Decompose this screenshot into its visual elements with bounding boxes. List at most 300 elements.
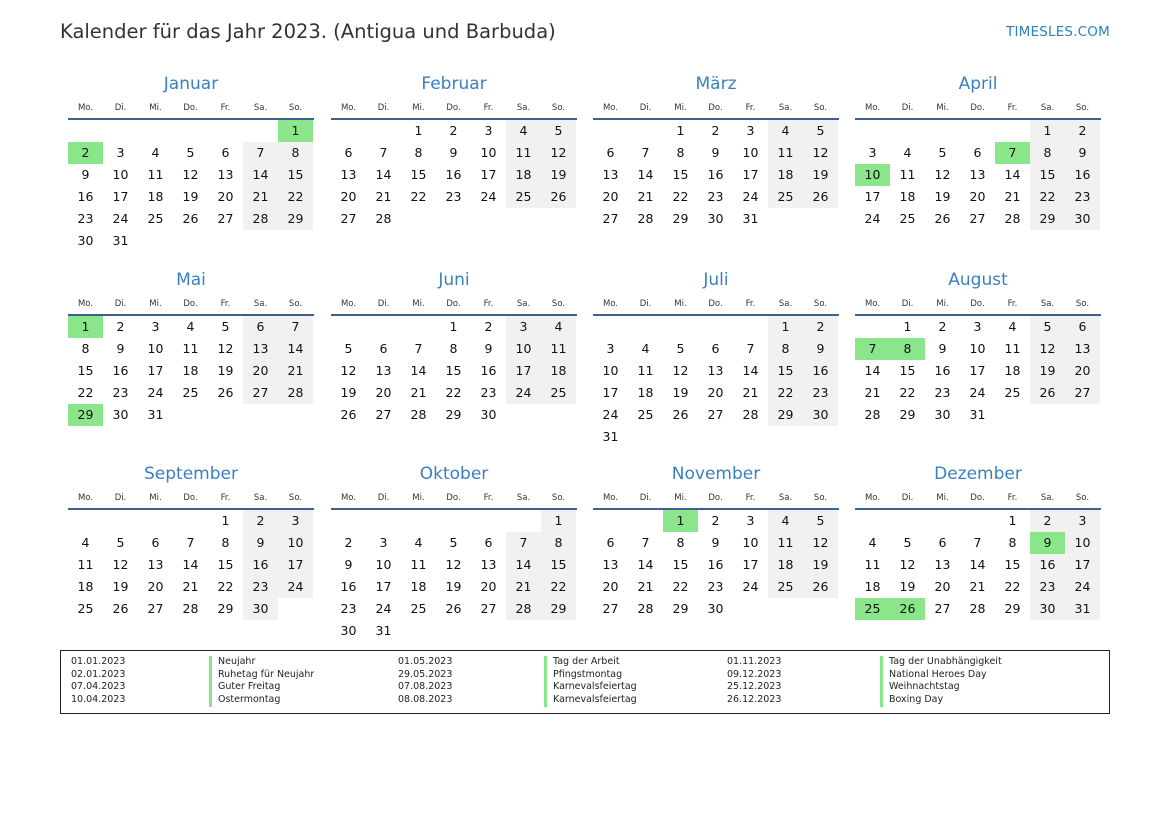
day-cell: 12 [112,557,129,572]
day-cell: 3 [746,123,755,138]
day-cell: 13 [969,167,986,182]
weekday-label: Sa. [778,493,793,503]
day-cell: 21 [243,186,278,208]
week-row [855,510,1101,532]
day-cell: 18 [864,579,881,594]
day-cell: 10 [602,363,619,378]
day-cell: 8 [278,142,313,164]
week-row [593,164,839,186]
day-cell: 24 [147,385,164,400]
month-name: November [671,464,761,484]
day-cell: 11 [1004,341,1021,356]
day-cell: 16 [1030,554,1065,576]
day-cell: 7 [243,142,278,164]
brand-link[interactable]: TIMESLES.COM [1006,24,1110,40]
day-cell: 12 [217,341,234,356]
day-cell: 28 [182,601,199,616]
day-cell: 30 [112,407,129,422]
day-cell: 14 [506,554,541,576]
empty-cell [401,208,436,230]
day-cell: 19 [672,385,689,400]
day-cell: 24 [969,385,986,400]
week-row [593,532,839,554]
legend-holiday-name: Guter Freitag [218,681,281,693]
day-cell: 9 [81,167,90,182]
day-cell: 8 [768,338,803,360]
week-row [855,404,1101,426]
empty-cell [960,120,995,142]
day-cell: 6 [1065,316,1100,338]
weekday-label: Sa. [253,493,268,503]
month-block [68,462,314,620]
empty-cell [698,316,733,338]
weekday-label: Fr. [220,103,231,113]
day-cell: 11 [410,557,427,572]
weekday-label: Fr. [745,299,756,309]
empty-cell [68,510,103,532]
week-row [855,120,1101,142]
day-cell: 3 [1065,510,1100,532]
empty-cell [1065,404,1100,426]
weekday-label: Mi. [674,103,687,113]
weekday-label: Di. [377,103,390,113]
day-cell: 23 [112,385,129,400]
day-cell: 14 [637,167,654,182]
day-cell: 14 [742,363,759,378]
weekday-label: Sa. [778,299,793,309]
empty-cell [278,598,313,620]
day-cell: 17 [480,167,497,182]
week-row [855,338,1101,360]
legend-date: 10.04.2023 [71,694,126,706]
weekday-label: Mo. [864,299,881,309]
day-cell: 20 [602,579,619,594]
day-cell: 7 [746,341,755,356]
empty-cell [208,230,243,252]
empty-cell [436,620,471,642]
week-row [855,598,1101,620]
legend-holiday-name: Pfingstmontag [553,668,623,680]
day-cell: 12 [934,167,951,182]
day-cell: 12 [672,363,689,378]
day-cell: 18 [147,189,164,204]
day-cell: 9 [116,341,125,356]
day-cell: 19 [340,385,357,400]
week-row [331,404,577,426]
day-cell: 20 [243,360,278,382]
day-cell: 23 [445,189,462,204]
empty-cell [593,316,628,338]
day-cell: 13 [707,363,724,378]
day-cell: 31 [742,211,759,226]
day-cell: 15 [445,363,462,378]
day-cell: 15 [410,167,427,182]
day-cell: 25 [768,576,803,598]
day-cell: 3 [973,319,982,334]
weekday-label: Do. [446,103,461,113]
legend-names [209,656,314,707]
day-cell: 4 [768,510,803,532]
day-cell: 21 [864,385,881,400]
day-cell: 29 [217,601,234,616]
day-cell: 24 [864,211,881,226]
day-cell: 28 [243,208,278,230]
day-cell: 5 [938,145,947,160]
day-cell: 12 [803,142,838,164]
weekday-header [855,488,1101,508]
legend-date: 08.08.2023 [398,694,453,706]
day-cell: 17 [278,554,313,576]
day-cell: 15 [768,360,803,382]
day-cell: 5 [449,535,458,550]
weekday-label: Di. [639,103,652,113]
empty-cell [925,510,960,532]
weekday-header [68,98,314,118]
day-cell: 22 [217,579,234,594]
empty-cell [593,120,628,142]
weekday-label: So. [1075,493,1090,503]
day-cell: 21 [506,576,541,598]
week-row [855,186,1101,208]
weekday-header [68,294,314,314]
day-cell: 5 [221,319,230,334]
week-row [855,554,1101,576]
empty-cell [366,510,401,532]
day-cell: 25 [147,211,164,226]
day-cell: 17 [147,363,164,378]
week-row [855,360,1101,382]
empty-cell [366,316,401,338]
day-cell: 28 [637,601,654,616]
week-row [331,142,577,164]
weekday-label: So. [288,493,303,503]
day-cell: 31 [602,429,619,444]
day-cell: 25 [541,382,576,404]
empty-cell [925,120,960,142]
day-cell: 27 [934,601,951,616]
empty-cell [138,120,173,142]
day-cell: 22 [672,579,689,594]
day-cell: 19 [182,189,199,204]
month-block [68,268,314,426]
day-cell: 18 [541,360,576,382]
month-block [331,268,577,426]
day-cell: 5 [803,510,838,532]
day-cell: 24 [278,576,313,598]
day-cell: 29 [768,404,803,426]
weekday-label: Do. [183,493,198,503]
day-cell: 17 [112,189,129,204]
day-cell: 15 [278,164,313,186]
day-cell: 2 [449,123,458,138]
empty-cell [401,316,436,338]
empty-cell [855,316,890,338]
day-cell: 11 [147,167,164,182]
day-cell: 10 [112,167,129,182]
day-cell: 1 [768,316,803,338]
legend-date: 01.01.2023 [71,656,126,667]
empty-cell [173,230,208,252]
day-cell: 3 [379,535,388,550]
week-row [593,576,839,598]
day-cell: 11 [541,338,576,360]
day-cell: 18 [410,579,427,594]
empty-cell [995,120,1030,142]
empty-cell [331,316,366,338]
day-cell: 8 [1030,142,1065,164]
day-cell: 19 [803,164,838,186]
day-cell: 15 [77,363,94,378]
month-block [68,72,314,252]
legend-dates [727,656,781,707]
day-cell: 6 [379,341,388,356]
day-cell: 23 [707,579,724,594]
weekday-label: Do. [970,493,985,503]
week-row [331,186,577,208]
day-cell: 16 [1065,164,1100,186]
empty-cell [733,598,768,620]
day-cell: 24 [506,382,541,404]
week-row [331,532,577,554]
week-row [855,532,1101,554]
empty-cell [506,620,541,642]
day-cell: 8 [414,145,423,160]
day-cell: 27 [1065,382,1100,404]
day-cell: 19 [541,164,576,186]
empty-cell [890,120,925,142]
month-name: August [948,270,1008,290]
day-cell: 23 [77,211,94,226]
week-row [68,360,314,382]
day-cell: 22 [899,385,916,400]
day-cell: 30 [707,211,724,226]
day-cell: 11 [182,341,199,356]
day-cell: 22 [1004,579,1021,594]
weekday-label: So. [551,493,566,503]
day-cell: 16 [707,167,724,182]
day-cell: 19 [899,579,916,594]
day-cell: 31 [969,407,986,422]
day-cell: 16 [243,554,278,576]
weekday-header [68,488,314,508]
week-row [331,382,577,404]
week-row [593,120,839,142]
holiday-legend [60,650,1110,714]
weekday-label: Di. [639,493,652,503]
day-cell: 26 [340,407,357,422]
day-cell: 9 [344,557,353,572]
day-cell: 8 [221,535,230,550]
weekday-label: Mo. [864,103,881,113]
legend-date: 01.11.2023 [727,656,782,667]
day-cell: 15 [217,557,234,572]
day-cell: 28 [375,211,392,226]
month-block [855,462,1101,620]
weekday-label: Do. [183,103,198,113]
weekday-label: Di. [901,493,914,503]
month-name: April [958,74,998,94]
day-cell: 3 [278,510,313,532]
day-cell: 19 [217,363,234,378]
legend-dates [71,656,125,707]
empty-cell [628,510,663,532]
day-cell: 14 [375,167,392,182]
weekday-label: Do. [183,299,198,309]
day-cell: 19 [934,189,951,204]
weekday-label: So. [551,103,566,113]
month-name: Januar [163,74,219,94]
day-cell: 27 [147,601,164,616]
day-cell: 21 [1004,189,1021,204]
day-cell: 17 [969,363,986,378]
legend-date: 26.12.2023 [727,694,782,706]
empty-cell [663,426,698,448]
day-cell: 25 [768,186,803,208]
day-cell: 7 [414,341,423,356]
day-cell: 17 [742,557,759,572]
day-cell: 21 [637,189,654,204]
day-cell: 18 [506,164,541,186]
day-cell: 18 [899,189,916,204]
day-cell: 30 [707,601,724,616]
day-cell: 9 [711,535,720,550]
day-cell: 7 [278,316,313,338]
day-cell: 30 [1030,598,1065,620]
day-cell: 2 [116,319,125,334]
empty-cell [436,208,471,230]
weekday-label: Do. [708,103,723,113]
day-cell: 9 [1065,142,1100,164]
legend-date: 29.05.2023 [398,668,453,680]
day-cell: 26 [672,407,689,422]
empty-cell [733,316,768,338]
day-cell: 31 [375,623,392,638]
weekday-label: Fr. [220,299,231,309]
day-cell: 7 [186,535,195,550]
day-cell: 11 [637,363,654,378]
empty-cell [768,426,803,448]
weekday-label: So. [813,493,828,503]
day-cell: 20 [707,385,724,400]
day-cell: 22 [541,576,576,598]
month-block [331,72,577,230]
legend-holiday-name: Karnevalsfeiertag [553,694,637,706]
week-row [855,164,1101,186]
day-cell: 20 [969,189,986,204]
day-cell: 28 [410,407,427,422]
empty-cell [1030,404,1065,426]
day-cell: 3 [151,319,160,334]
day-cell: 26 [934,211,951,226]
weekday-label: Mo. [602,103,619,113]
weekday-label: Di. [114,299,127,309]
weekday-label: Fr. [1007,299,1018,309]
week-row [68,532,314,554]
day-cell: 4 [768,120,803,142]
legend-date: 01.05.2023 [398,656,453,667]
legend-dates [398,656,452,707]
empty-cell [733,426,768,448]
day-cell: 14 [864,363,881,378]
weekday-label: Fr. [745,103,756,113]
day-cell: 13 [602,167,619,182]
day-cell: 6 [243,316,278,338]
day-cell: 31 [147,407,164,422]
empty-cell [471,208,506,230]
empty-cell [890,510,925,532]
day-cell: 5 [344,341,353,356]
day-cell: 4 [151,145,160,160]
day-cell: 3 [868,145,877,160]
day-cell: 17 [1065,554,1100,576]
day-cell: 28 [637,211,654,226]
weekday-label: Di. [901,103,914,113]
weekday-label: Mo. [864,493,881,503]
weekday-label: Fr. [745,493,756,503]
weekday-label: Sa. [1040,493,1055,503]
day-cell: 1 [1030,120,1065,142]
weekday-header [855,98,1101,118]
day-cell: 20 [217,189,234,204]
weekday-label: Mi. [412,103,425,113]
weekday-label: Fr. [483,103,494,113]
weekday-label: Do. [970,299,985,309]
weekday-header [593,98,839,118]
day-cell: 10 [855,164,890,186]
day-cell: 16 [480,363,497,378]
empty-cell [278,230,313,252]
empty-cell [173,120,208,142]
empty-cell [855,510,890,532]
day-cell: 14 [969,557,986,572]
day-cell: 25 [855,598,890,620]
week-row [593,142,839,164]
week-row [331,338,577,360]
day-cell: 8 [81,341,90,356]
weekday-label: Di. [114,103,127,113]
weekday-label: Sa. [1040,103,1055,113]
day-cell: 17 [742,167,759,182]
legend-holiday-name: Ruhetag für Neujahr [218,668,315,680]
weekday-header [331,98,577,118]
page-title: Kalender für das Jahr 2023. (Antigua und Barbuda) [60,20,556,43]
weekday-label: Do. [708,299,723,309]
week-row [593,554,839,576]
day-cell: 6 [221,145,230,160]
week-row [593,426,839,448]
week-row [68,208,314,230]
week-row [331,360,577,382]
day-cell: 6 [606,145,615,160]
day-cell: 16 [445,167,462,182]
week-row [331,208,577,230]
empty-cell [173,404,208,426]
day-cell: 15 [672,167,689,182]
legend-names [880,656,1002,707]
day-cell: 13 [1065,338,1100,360]
empty-cell [436,510,471,532]
day-cell: 23 [934,385,951,400]
week-row [331,510,577,532]
day-cell: 27 [707,407,724,422]
empty-cell [243,230,278,252]
day-cell: 2 [344,535,353,550]
day-cell: 4 [81,535,90,550]
day-cell: 29 [672,211,689,226]
day-cell: 1 [676,123,685,138]
day-cell: 6 [973,145,982,160]
empty-cell [960,510,995,532]
